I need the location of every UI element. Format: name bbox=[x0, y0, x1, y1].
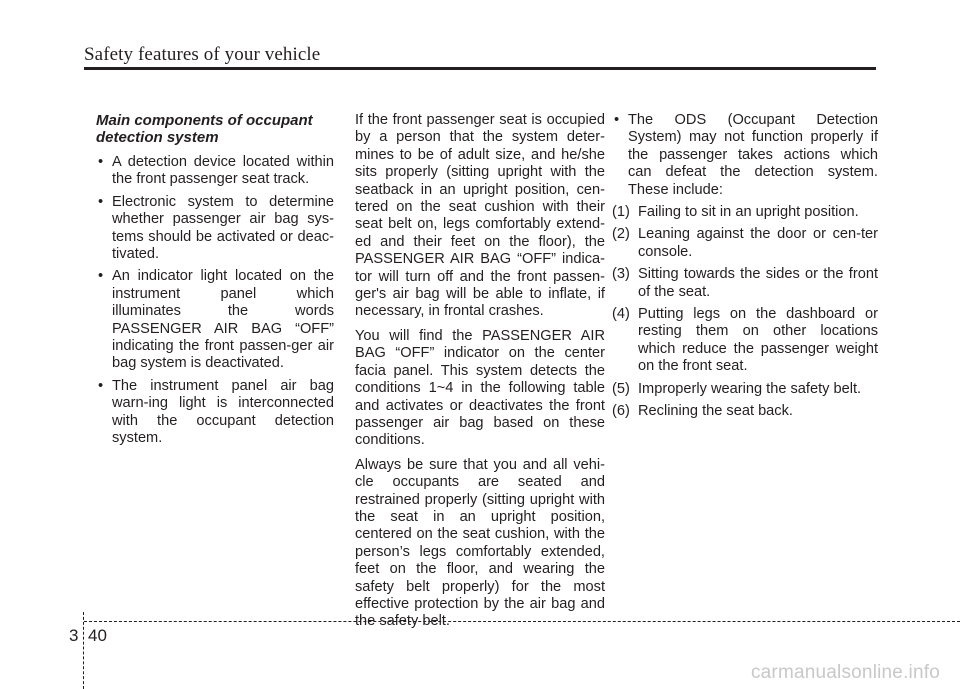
item-number: (2) bbox=[612, 226, 630, 243]
numbered-item bbox=[612, 204, 878, 221]
paragraph: You will find the PASSENGER AIR BAG “OFF” indicator on the center facia panel. This system detects the conditions 1~4 in the following table and activates or deactivates the front passenger air bag based on these conditions. bbox=[355, 327, 605, 449]
item-number: (1) bbox=[612, 204, 630, 221]
item-text: Leaning against the door or cen-ter console. bbox=[638, 226, 878, 260]
item-number: (3) bbox=[612, 266, 630, 283]
page-header-title: Safety features of your vehicle bbox=[84, 44, 321, 65]
item-text: Improperly wearing the safety belt. bbox=[638, 380, 862, 397]
numbered-item bbox=[612, 381, 878, 398]
bullet-item: • The instrument panel air bag warn-ing light is interconnected with the occupant detection system. bbox=[96, 378, 334, 448]
item-text: Failing to sit in an upright position. bbox=[638, 204, 859, 221]
section-heading: Main components of occupant detection system bbox=[96, 112, 313, 146]
bullet-item: • An indicator light located on the instrument panel which illuminates the words PASSENGER AIR BAG “OFF” indicating the front passen-ger air bag system is deactivated. bbox=[96, 268, 334, 372]
item-number: (5) bbox=[612, 380, 630, 397]
bullet-item: • The ODS (Occupant Detection System) may not function properly if the passenger takes actions which can defeat the detection system. These include: bbox=[612, 112, 878, 199]
numbered-item bbox=[612, 403, 878, 420]
header-rule bbox=[84, 67, 876, 70]
bullet-item: • A detection device located within the front passenger seat track. bbox=[96, 154, 334, 189]
column-1 bbox=[96, 112, 334, 453]
bullet-item: • Electronic system to determine whether passenger air bag sys-tems should be activated or deac-tivated. bbox=[96, 194, 334, 264]
item-text: Putting legs on the dashboard or resting them on other locations which reduce the passenger weight on the front seat. bbox=[638, 306, 878, 375]
watermark: carmanualsonline.info bbox=[750, 662, 940, 683]
item-number: (6) bbox=[612, 403, 630, 420]
numbered-item bbox=[612, 266, 878, 301]
item-text: Reclining the seat back. bbox=[638, 403, 793, 420]
numbered-item bbox=[612, 226, 878, 261]
numbered-item bbox=[612, 306, 878, 376]
paragraph: If the front passenger seat is occupied by a person that the system deter-mines to be of adult size, and he/she sits properly (sitting upright with the seatback in an upright position, cen-tered on the seat cushion with their seat belt on, legs comfortably extend-ed and their feet on the floor), the PASSENGER AIR BAG “OFF” indica-tor will turn off and the front passen-ger's air bag will be able to inflate, if necessary, in frontal crashes. bbox=[355, 112, 605, 320]
footer-rule bbox=[84, 621, 960, 622]
column-3 bbox=[612, 112, 878, 426]
footer-divider bbox=[83, 612, 84, 689]
column-2 bbox=[355, 112, 605, 638]
page-number: 40 bbox=[88, 626, 107, 645]
item-number: (4) bbox=[612, 306, 630, 323]
paragraph: Always be sure that you and all vehi-cle occupants are seated and restrained properly (sitting upright with the seat in an upright position, centered on the seat cushion, with the person’s legs comfortably extended, feet on the floor, and wearing the safety belt properly) for the most effective protection by the air bag and the safety belt. bbox=[355, 456, 605, 630]
chapter-number: 3 bbox=[69, 626, 79, 645]
item-text: Sitting towards the sides or the front of the seat. bbox=[638, 266, 878, 300]
